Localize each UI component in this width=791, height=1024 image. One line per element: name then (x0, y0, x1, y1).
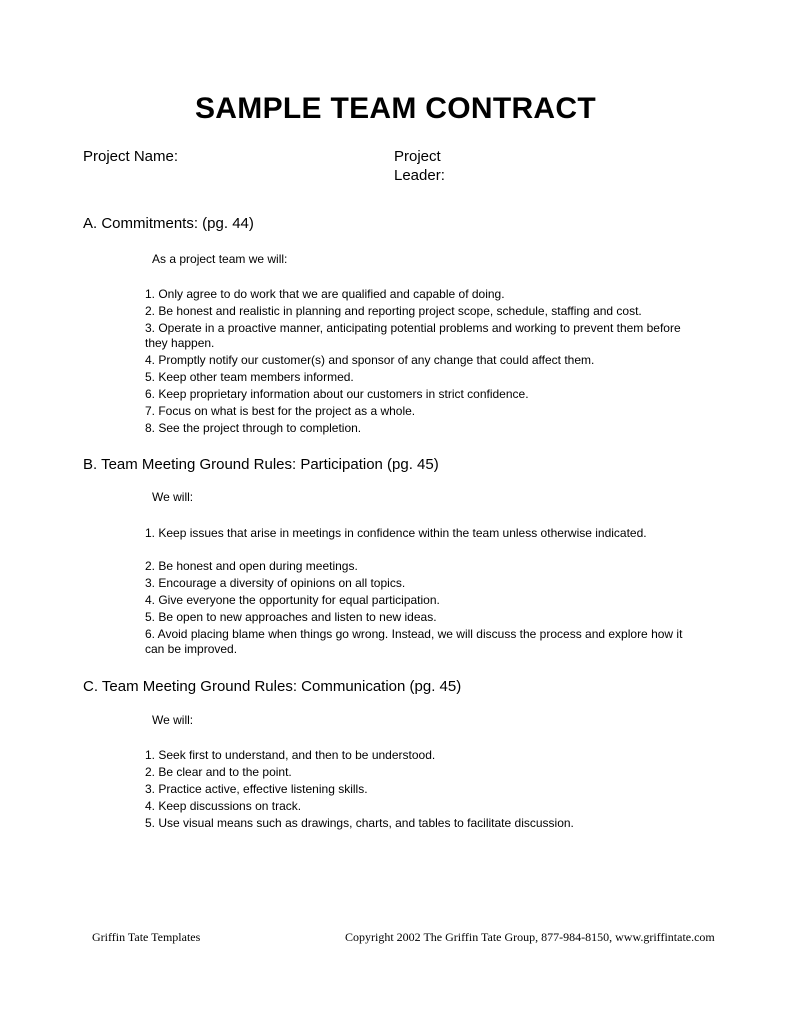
list-item: 3. Encourage a diversity of opinions on all topics. (145, 576, 406, 590)
list-item: 4. Keep discussions on track. (145, 799, 302, 813)
section-a-list (145, 287, 705, 438)
list-item: 1. Keep issues that arise in meetings in confidence within the team unless otherwise indicated. (145, 526, 647, 540)
footer-left-text: Griffin Tate Templates (92, 930, 201, 944)
list-item: 4. Promptly notify our customer(s) and sponsor of any change that could affect them. (145, 353, 595, 367)
section-b-intro: We will: (152, 490, 194, 504)
list-item: 5. Be open to new approaches and listen to new ideas. (145, 610, 437, 624)
section-a-heading: A. Commitments: (pg. 44) (83, 215, 254, 232)
page-title: SAMPLE TEAM CONTRACT (195, 92, 596, 125)
section-c-list (145, 748, 705, 833)
section-b-list (145, 526, 705, 659)
list-item: 3. Operate in a proactive manner, anticipating potential problems and working to prevent them before they happen. (145, 321, 681, 350)
list-item: 5. Keep other team members informed. (145, 370, 354, 384)
list-item: 2. Be honest and open during meetings. (145, 559, 358, 573)
list-item: 8. See the project through to completion. (145, 421, 362, 435)
list-item: 5. Use visual means such as drawings, charts, and tables to facilitate discussion. (145, 816, 574, 830)
list-item: 1. Only agree to do work that we are qualified and capable of doing. (145, 287, 505, 301)
list-item: 6. Avoid placing blame when things go wrong. Instead, we will discuss the process and explore how it can be improved. (145, 627, 683, 656)
footer-copyright: Copyright 2002 The Griffin Tate Group, 877-984-8150, www.griffintate.com (345, 930, 715, 944)
section-a-intro: As a project team we will: (152, 252, 288, 266)
project-leader-label: Project Leader: (394, 148, 445, 184)
list-item: 2. Be clear and to the point. (145, 765, 292, 779)
section-c-intro: We will: (152, 713, 194, 727)
list-item: 7. Focus on what is best for the project as a whole. (145, 404, 416, 418)
section-c-heading: C. Team Meeting Ground Rules: Communication (pg. 45) (83, 678, 462, 695)
list-item: 1. Seek first to understand, and then to be understood. (145, 748, 436, 762)
list-item: 4. Give everyone the opportunity for equal participation. (145, 593, 440, 607)
project-name-label: Project Name: (83, 148, 179, 165)
section-b-heading: B. Team Meeting Ground Rules: Participation (pg. 45) (83, 456, 439, 473)
list-item: 3. Practice active, effective listening skills. (145, 782, 368, 796)
list-item: 2. Be honest and realistic in planning and reporting project scope, schedule, staffing and cost. (145, 304, 642, 318)
list-item: 6. Keep proprietary information about our customers in strict confidence. (145, 387, 529, 401)
